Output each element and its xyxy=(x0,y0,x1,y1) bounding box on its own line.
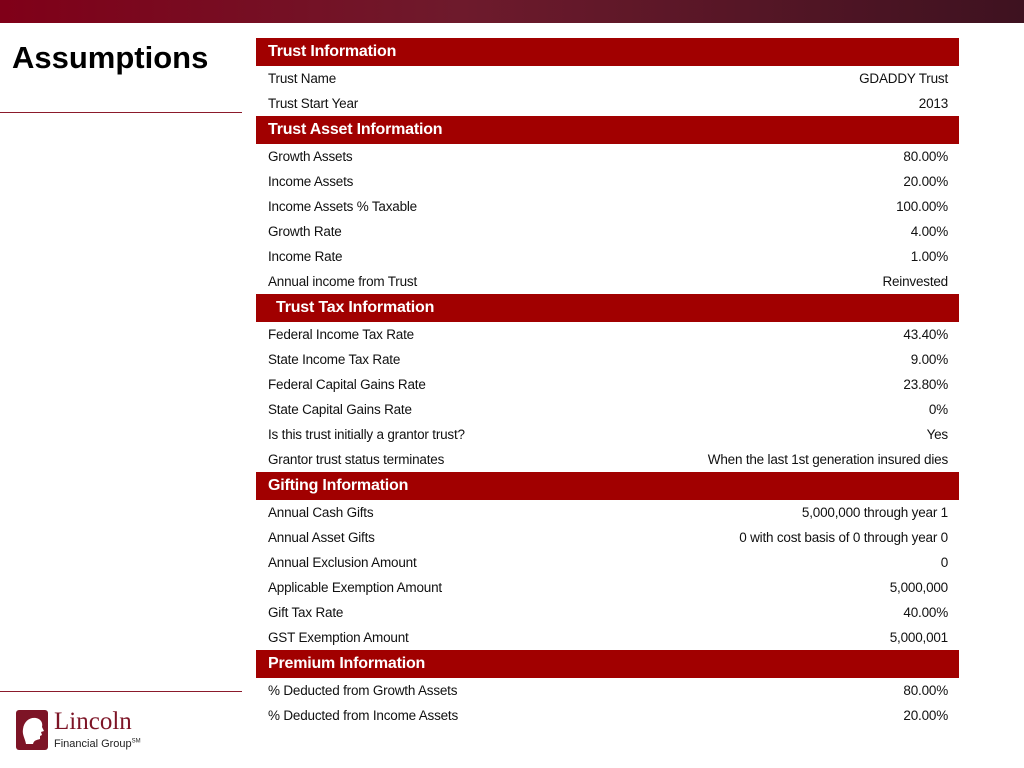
row-value: GDADDY Trust xyxy=(859,71,948,86)
table-row xyxy=(256,219,959,244)
table-row xyxy=(256,575,959,600)
row-label: Income Assets xyxy=(268,174,354,189)
slide-title: Assumptions xyxy=(12,40,209,75)
logo-subtitle-text: Financial Group xyxy=(54,738,132,750)
title-divider xyxy=(0,112,242,113)
section-header: Trust Tax Information xyxy=(256,294,959,322)
table-row xyxy=(256,422,959,447)
logo-wordmark: Lincoln xyxy=(54,708,132,735)
section-header: Trust Asset Information xyxy=(256,116,959,144)
row-label: % Deducted from Growth Assets xyxy=(268,683,458,698)
row-value: 0 xyxy=(940,555,948,570)
row-value: 5,000,000 through year 1 xyxy=(801,505,948,520)
table-row xyxy=(256,144,959,169)
table-row xyxy=(256,703,959,728)
row-label: Trust Start Year xyxy=(268,96,359,111)
table-row xyxy=(256,244,959,269)
row-label: Federal Income Tax Rate xyxy=(268,327,414,342)
table-row xyxy=(256,550,959,575)
row-value: 5,000,000 xyxy=(889,580,948,595)
row-label: Annual Exclusion Amount xyxy=(268,555,417,570)
row-label: GST Exemption Amount xyxy=(268,630,409,645)
row-label: Annual Asset Gifts xyxy=(268,530,375,545)
section-trust-asset-information xyxy=(256,116,959,294)
row-value: 20.00% xyxy=(903,708,948,723)
top-band xyxy=(0,0,1024,23)
row-value: When the last 1st generation insured dies xyxy=(707,452,948,467)
lincoln-profile-icon xyxy=(16,710,48,750)
table-row xyxy=(256,500,959,525)
table-row xyxy=(256,372,959,397)
row-label: Annual income from Trust xyxy=(268,274,418,289)
table-row xyxy=(256,600,959,625)
lincoln-logo xyxy=(16,708,166,756)
table-row xyxy=(256,347,959,372)
table-row xyxy=(256,66,959,91)
row-label: % Deducted from Income Assets xyxy=(268,708,459,723)
row-value: 43.40% xyxy=(903,327,948,342)
logo-subtitle xyxy=(54,738,141,750)
service-mark: SM xyxy=(131,738,141,745)
row-value: 40.00% xyxy=(903,605,948,620)
row-label: Trust Name xyxy=(268,71,337,86)
row-label: Growth Rate xyxy=(268,224,342,239)
section-trust-tax-information xyxy=(256,294,959,472)
row-value: 23.80% xyxy=(903,377,948,392)
row-label: Annual Cash Gifts xyxy=(268,505,374,520)
footer-divider xyxy=(0,691,242,692)
row-value: 9.00% xyxy=(910,352,948,367)
table-row xyxy=(256,269,959,294)
row-value: 5,000,001 xyxy=(889,630,948,645)
section-header: Premium Information xyxy=(256,650,959,678)
section-gifting-information xyxy=(256,472,959,650)
row-label: State Capital Gains Rate xyxy=(268,402,412,417)
row-value: 80.00% xyxy=(903,149,948,164)
table-row xyxy=(256,322,959,347)
row-value: 100.00% xyxy=(896,199,948,214)
row-value: 0 with cost basis of 0 through year 0 xyxy=(739,530,948,545)
row-value: 1.00% xyxy=(910,249,948,264)
section-header: Gifting Information xyxy=(256,472,959,500)
row-value: Yes xyxy=(926,427,948,442)
row-label: Gift Tax Rate xyxy=(268,605,344,620)
row-label: Income Assets % Taxable xyxy=(268,199,417,214)
row-label: Growth Assets xyxy=(268,149,353,164)
table-row xyxy=(256,194,959,219)
table-row xyxy=(256,678,959,703)
table-row xyxy=(256,447,959,472)
row-label: Income Rate xyxy=(268,249,343,264)
row-value: Reinvested xyxy=(882,274,948,289)
table-row xyxy=(256,625,959,650)
section-premium-information xyxy=(256,650,959,728)
row-value: 4.00% xyxy=(910,224,948,239)
assumptions-table xyxy=(256,38,959,728)
row-value: 2013 xyxy=(918,96,948,111)
section-header: Trust Information xyxy=(256,38,959,66)
row-label: Federal Capital Gains Rate xyxy=(268,377,426,392)
row-label: Applicable Exemption Amount xyxy=(268,580,442,595)
row-value: 80.00% xyxy=(903,683,948,698)
row-label: Grantor trust status terminates xyxy=(268,452,445,467)
row-value: 0% xyxy=(928,402,948,417)
table-row xyxy=(256,91,959,116)
row-label: Is this trust initially a grantor trust? xyxy=(268,427,465,442)
row-value: 20.00% xyxy=(903,174,948,189)
row-label: State Income Tax Rate xyxy=(268,352,401,367)
section-trust-information xyxy=(256,38,959,116)
table-row xyxy=(256,169,959,194)
table-row xyxy=(256,525,959,550)
table-row xyxy=(256,397,959,422)
